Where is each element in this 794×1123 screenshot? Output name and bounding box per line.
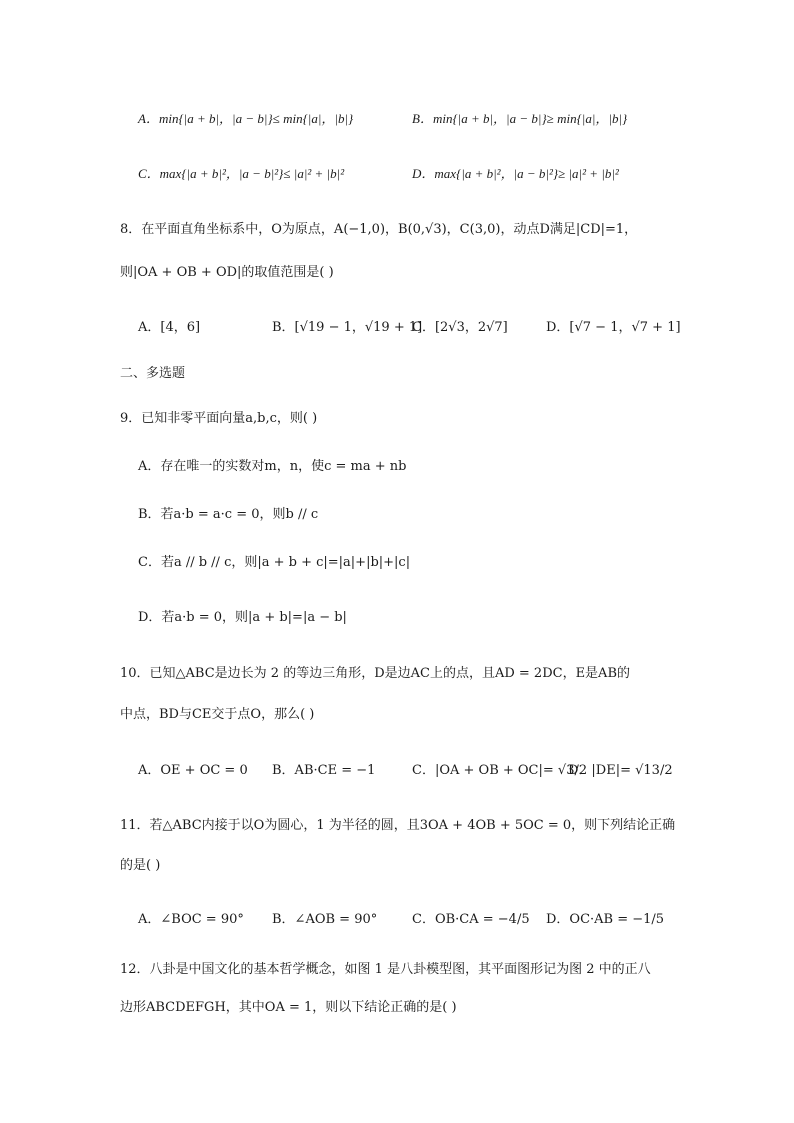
q9-option-d: D．若a·b = 0，则|a + b|=|a − b|	[138, 610, 347, 625]
q8-option-b: B．[√19 − 1，√19 + 1]	[272, 320, 423, 335]
q11-option-a: A．∠BOC = 90°	[138, 912, 244, 927]
q11-option-d: D．OC·AB = −1/5	[546, 912, 665, 927]
q7-option-b: B．min{|a + b|，|a − b|}≥ min{|a|，|b|}	[412, 111, 628, 126]
q11-option-c: C．OB·CA = −4/5	[412, 912, 530, 927]
q8-stem-line1: 8．在平面直角坐标系中，O为原点，A(−1,0)，B(0,√3)，C(3,0)，动点D满足|CD|=1，	[120, 222, 638, 237]
q12-stem-line1: 12．八卦是中国文化的基本哲学概念，如图 1 是八卦模型图，其平面图形记为图 2 中的正八	[120, 962, 651, 977]
q10-stem-line2: 中点，BD与CE交于点O，那么( )	[120, 707, 315, 722]
q7-option-d: D．max{|a + b|²，|a − b|²}≥ |a|² + |b|²	[412, 166, 619, 181]
q10-option-d: D．|DE|= √13/2	[568, 763, 673, 778]
q8-option-d: D．[√7 − 1，√7 + 1]	[546, 320, 681, 335]
q9-option-c: C．若a // b // c，则|a + b + c|=|a|+|b|+|c|	[138, 555, 411, 570]
q10-option-b: B．AB·CE = −1	[272, 763, 376, 778]
q9-option-b: B．若a·b = a·c = 0，则b // c	[138, 507, 319, 522]
q11-stem-line2: 的是( )	[120, 858, 161, 873]
q12-stem-line2: 边形ABCDEFGH，其中OA = 1，则以下结论正确的是( )	[120, 1000, 457, 1015]
section-heading-multiple-choice: 二、多选题	[120, 366, 186, 381]
q9-option-a: A．存在唯一的实数对m，n，使c = ma + nb	[138, 459, 407, 474]
q10-option-a: A．OE + OC = 0	[138, 763, 248, 778]
q7-option-a: A．min{|a + b|，|a − b|}≤ min{|a|，|b|}	[138, 111, 354, 126]
q10-stem-line1: 10．已知△ABC是边长为 2 的等边三角形，D是边AC上的点，且AD = 2DC，E是AB的	[120, 666, 631, 681]
q7-option-c: C．max{|a + b|²，|a − b|²}≤ |a|² + |b|²	[138, 166, 345, 181]
q8-option-c: C．[2√3，2√7]	[412, 320, 508, 335]
q10-option-c: C．|OA + OB + OC|= √3/2	[412, 763, 588, 778]
q8-stem-line2: 则|OA + OB + OD|的取值范围是( )	[120, 265, 334, 280]
q11-option-b: B．∠AOB = 90°	[272, 912, 378, 927]
q8-option-a: A．[4，6]	[138, 320, 201, 335]
q11-stem-line1: 11．若△ABC内接于以O为圆心，1 为半径的圆，且3OA + 4OB + 5OC = 0，则下列结论正确	[120, 818, 676, 833]
q9-stem: 9．已知非零平面向量a,b,c，则( )	[120, 411, 318, 426]
